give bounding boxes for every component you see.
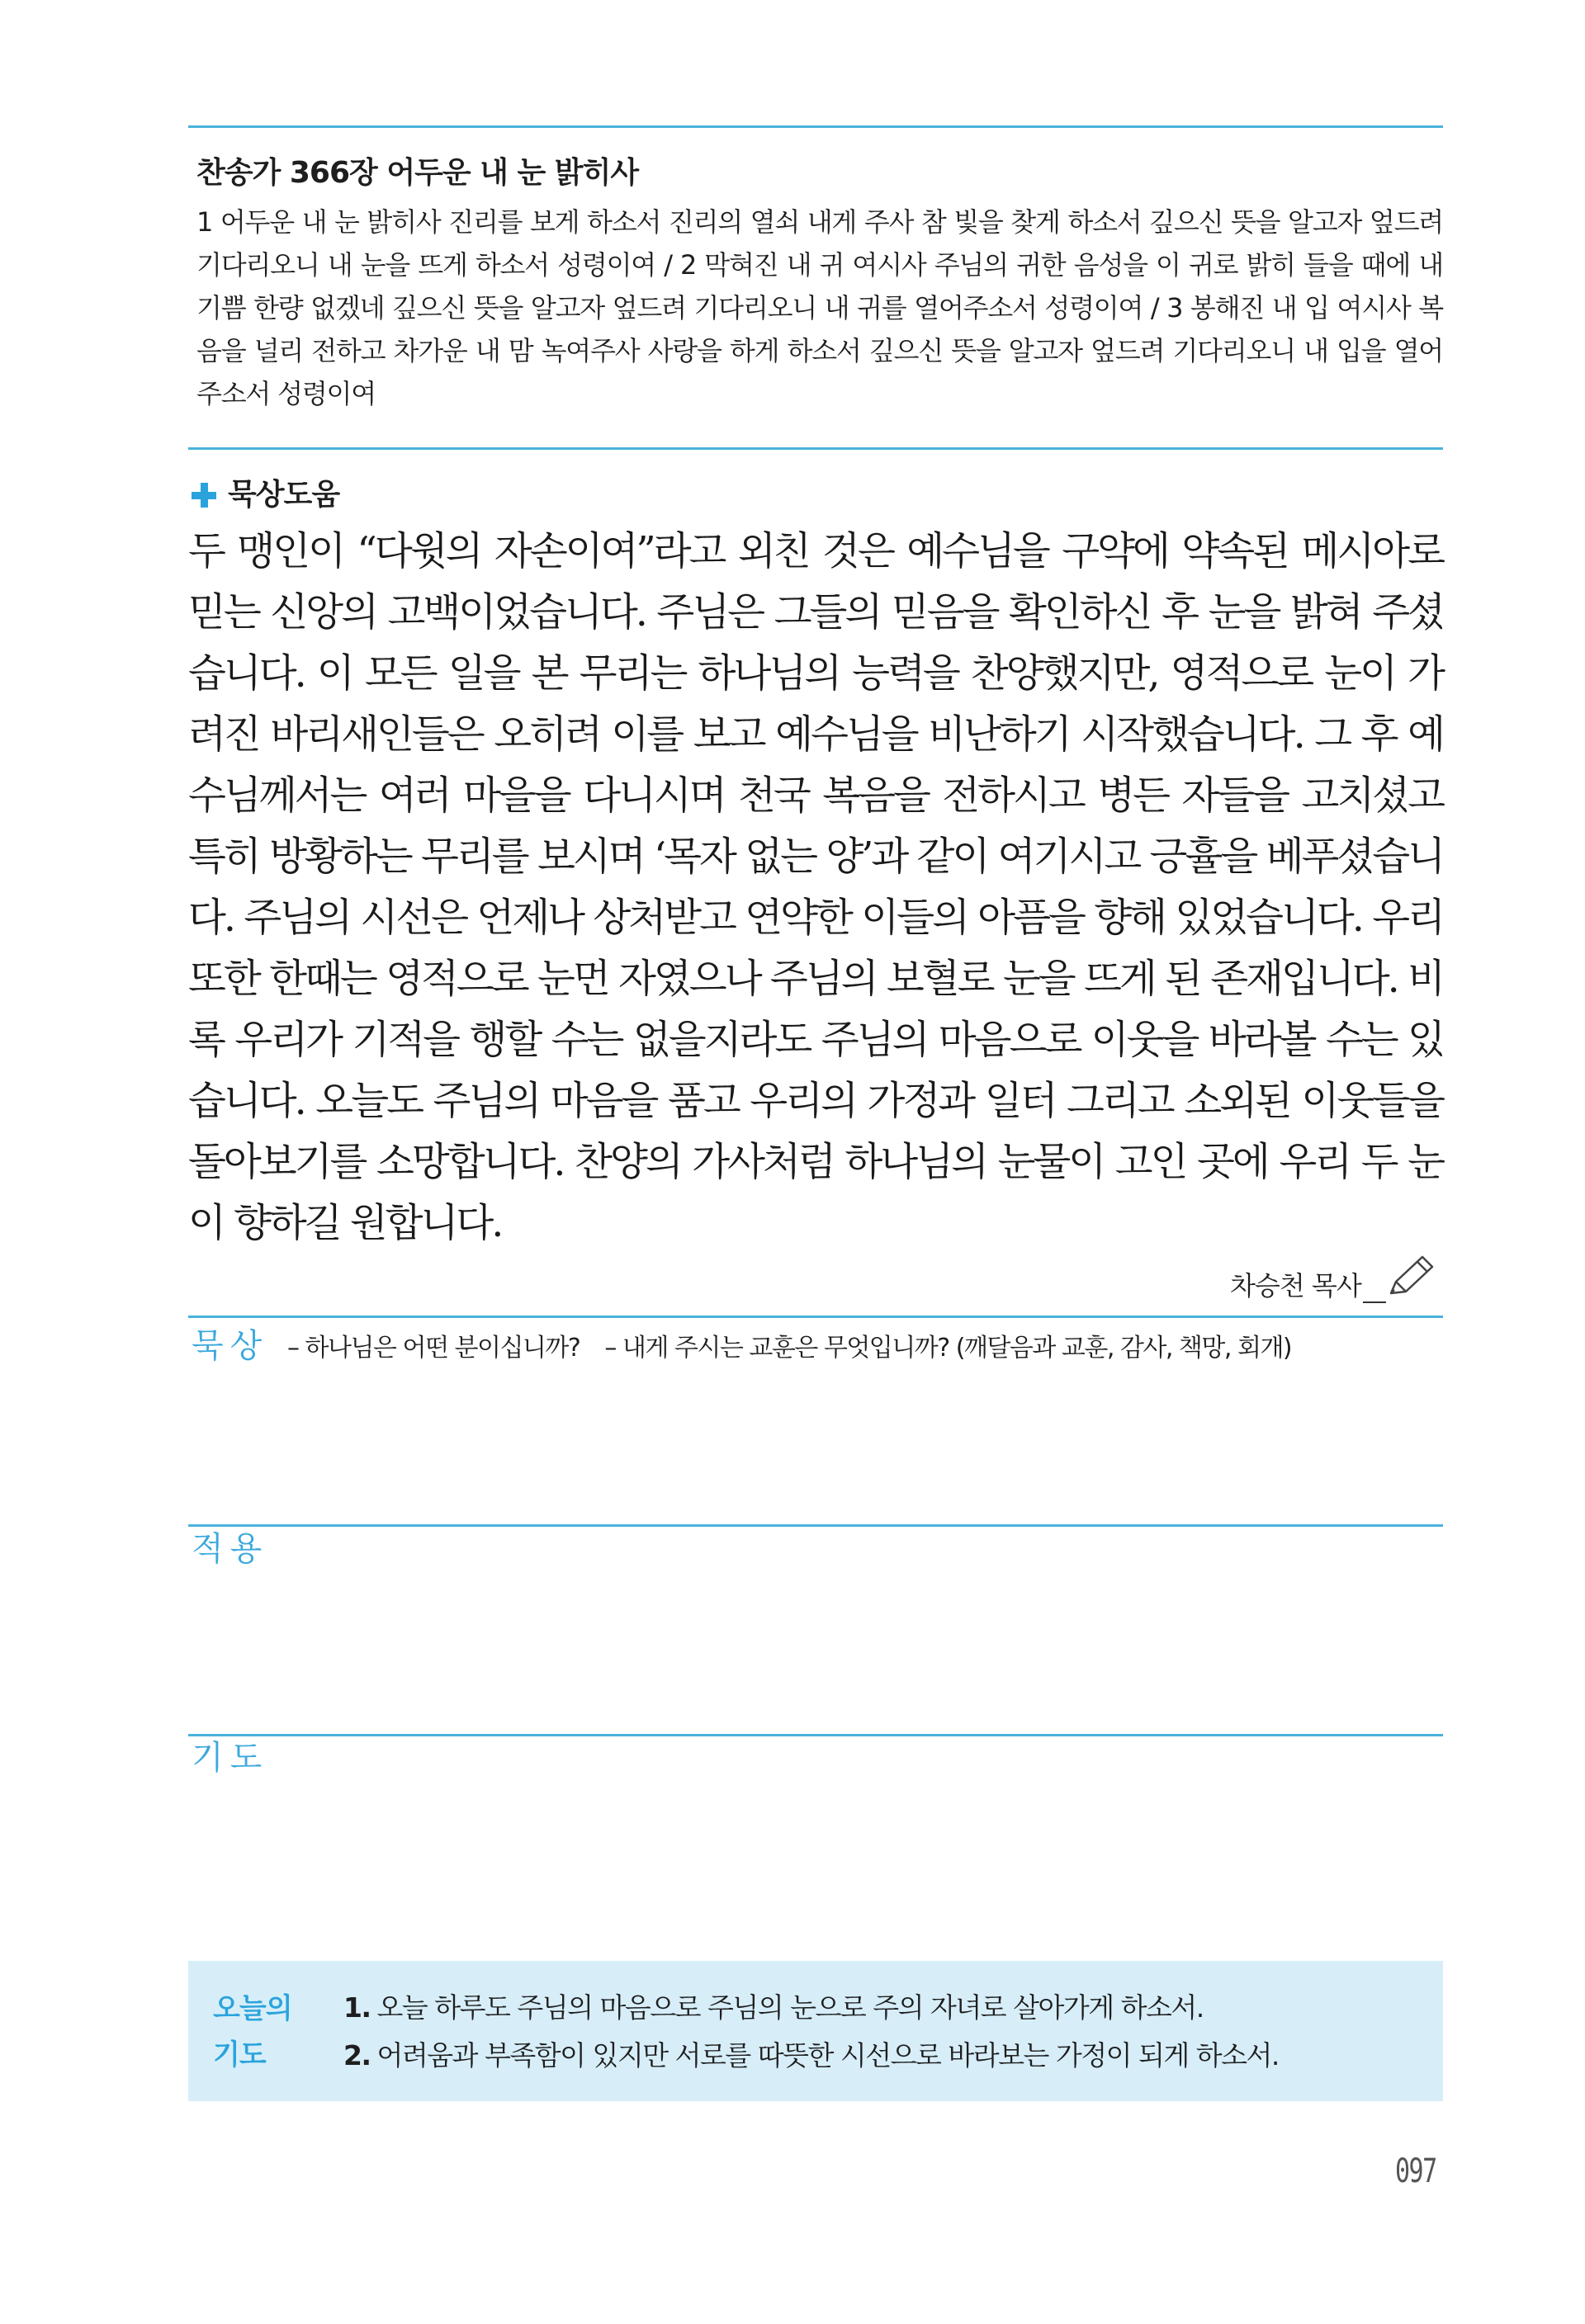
prayer-label: 기도 bbox=[192, 1739, 269, 1777]
meditation-questions bbox=[287, 1330, 1309, 1367]
todays-prayer-label bbox=[213, 1986, 312, 2078]
todays-prayer-label-line1: 오늘의 bbox=[213, 1992, 292, 2025]
application-label: 적용 bbox=[192, 1530, 269, 1568]
prayer-item-number: 1. bbox=[343, 1991, 371, 2024]
todays-prayer-items bbox=[343, 1984, 1279, 2080]
top-rule bbox=[188, 125, 1443, 128]
meditation-label: 묵상 bbox=[192, 1327, 269, 1365]
meditation-help-title: 묵상도움 bbox=[228, 478, 340, 512]
meditation-question-2: – 내게 주시는 교훈은 무엇입니까? (깨달음과 교훈, 감사, 책망, 회개) bbox=[604, 1334, 1292, 1363]
prayer-item bbox=[343, 2032, 1279, 2080]
signature-line bbox=[1363, 1277, 1386, 1303]
meditation-help-heading bbox=[192, 475, 339, 516]
meditation-question-1: – 하나님은 어떤 분이십니까? bbox=[287, 1334, 580, 1363]
meditation-rule bbox=[188, 1316, 1443, 1318]
hymn-title: 찬송가 366장 어두운 내 눈 밝히사 bbox=[196, 156, 639, 190]
author-signature bbox=[1230, 1252, 1437, 1303]
author-name: 차승천 목사 bbox=[1230, 1270, 1361, 1301]
hymn-lyrics: 1 어두운 내 눈 밝히사 진리를 보게 하소서 진리의 열쇠 내게 주사 참 빛을 찾게 하소서 깊으신 뜻을 알고자 엎드려 기다리오니 내 눈을 뜨게 하소서 성령이여 / 2 막혀진 내 귀 여시사 주님의 귀한 음성을 이 귀로 밝히 들을 때에 내 기쁨 한량 없겠네 깊으신 뜻을 알고자 엎드려 기다리오니 내 귀를 열어주소서 성령이여 / 3 봉해진 내 입 여시사 복음을 널리 전하고 차가운 내 맘 녹여주사 사랑을 하게 하소서 깊으신 뜻을 알고자 엎드려 기다리오니 내 입을 열어 주소서 성령이여 bbox=[196, 206, 1443, 409]
todays-prayer-box bbox=[188, 1961, 1443, 2101]
todays-prayer-label-line2: 기도 bbox=[213, 2038, 266, 2071]
plus-icon bbox=[192, 483, 216, 508]
prayer-item-number: 2. bbox=[343, 2039, 371, 2071]
meditation-help-body: 두 맹인이 “다윗의 자손이여”라고 외친 것은 예수님을 구약에 약속된 메시아로 믿는 신앙의 고백이었습니다. 주님은 그들의 믿음을 확인하신 후 눈을 밝혀 주셨습니다. 이 모든 일을 본 무리는 하나님의 능력을 찬양했지만, 영적으로 눈이 가려진 바리새인들은 오히려 이를 보고 예수님을 비난하기 시작했습니다. 그 후 예수님께서는 여러 마을을 다니시며 천국 복음을 전하시고 병든 자들을 고치셨고 특히 방황하는 무리를 보시며 ‘목자 없는 양’과 같이 여기시고 긍휼을 베푸셨습니다. 주님의 시선은 언제나 상처받고 연약한 이들의 아픔을 향해 있었습니다. 우리 또한 한때는 영적으로 눈먼 자였으나 주님의 보혈로 눈을 뜨게 된 존재입니다. 비록 우리가 기적을 행할 수는 없을지라도 주님의 마음으로 이웃을 바라볼 수는 있습니다. 오늘도 주님의 마음을 품고 우리의 가정과 일터 그리고 소외된 이웃들을 돌아보기를 소망합니다. 찬양의 가사처럼 하나님의 눈물이 고인 곳에 우리 두 눈이 향하길 원합니다. bbox=[188, 529, 1443, 1246]
prayer-item-text: 오늘 하루도 주님의 마음으로 주님의 눈으로 주의 자녀로 살아가게 하소서. bbox=[376, 1991, 1204, 2024]
application-rule bbox=[188, 1524, 1443, 1527]
page-number: 097 bbox=[1395, 2152, 1436, 2190]
prayer-rule bbox=[188, 1734, 1443, 1736]
prayer-item bbox=[343, 1984, 1279, 2032]
hymn-bottom-rule bbox=[188, 447, 1443, 450]
prayer-item-text: 어려움과 부족함이 있지만 서로를 따뜻한 시선으로 바라보는 가정이 되게 하소서. bbox=[376, 2039, 1279, 2071]
pencil-icon bbox=[1386, 1252, 1437, 1303]
